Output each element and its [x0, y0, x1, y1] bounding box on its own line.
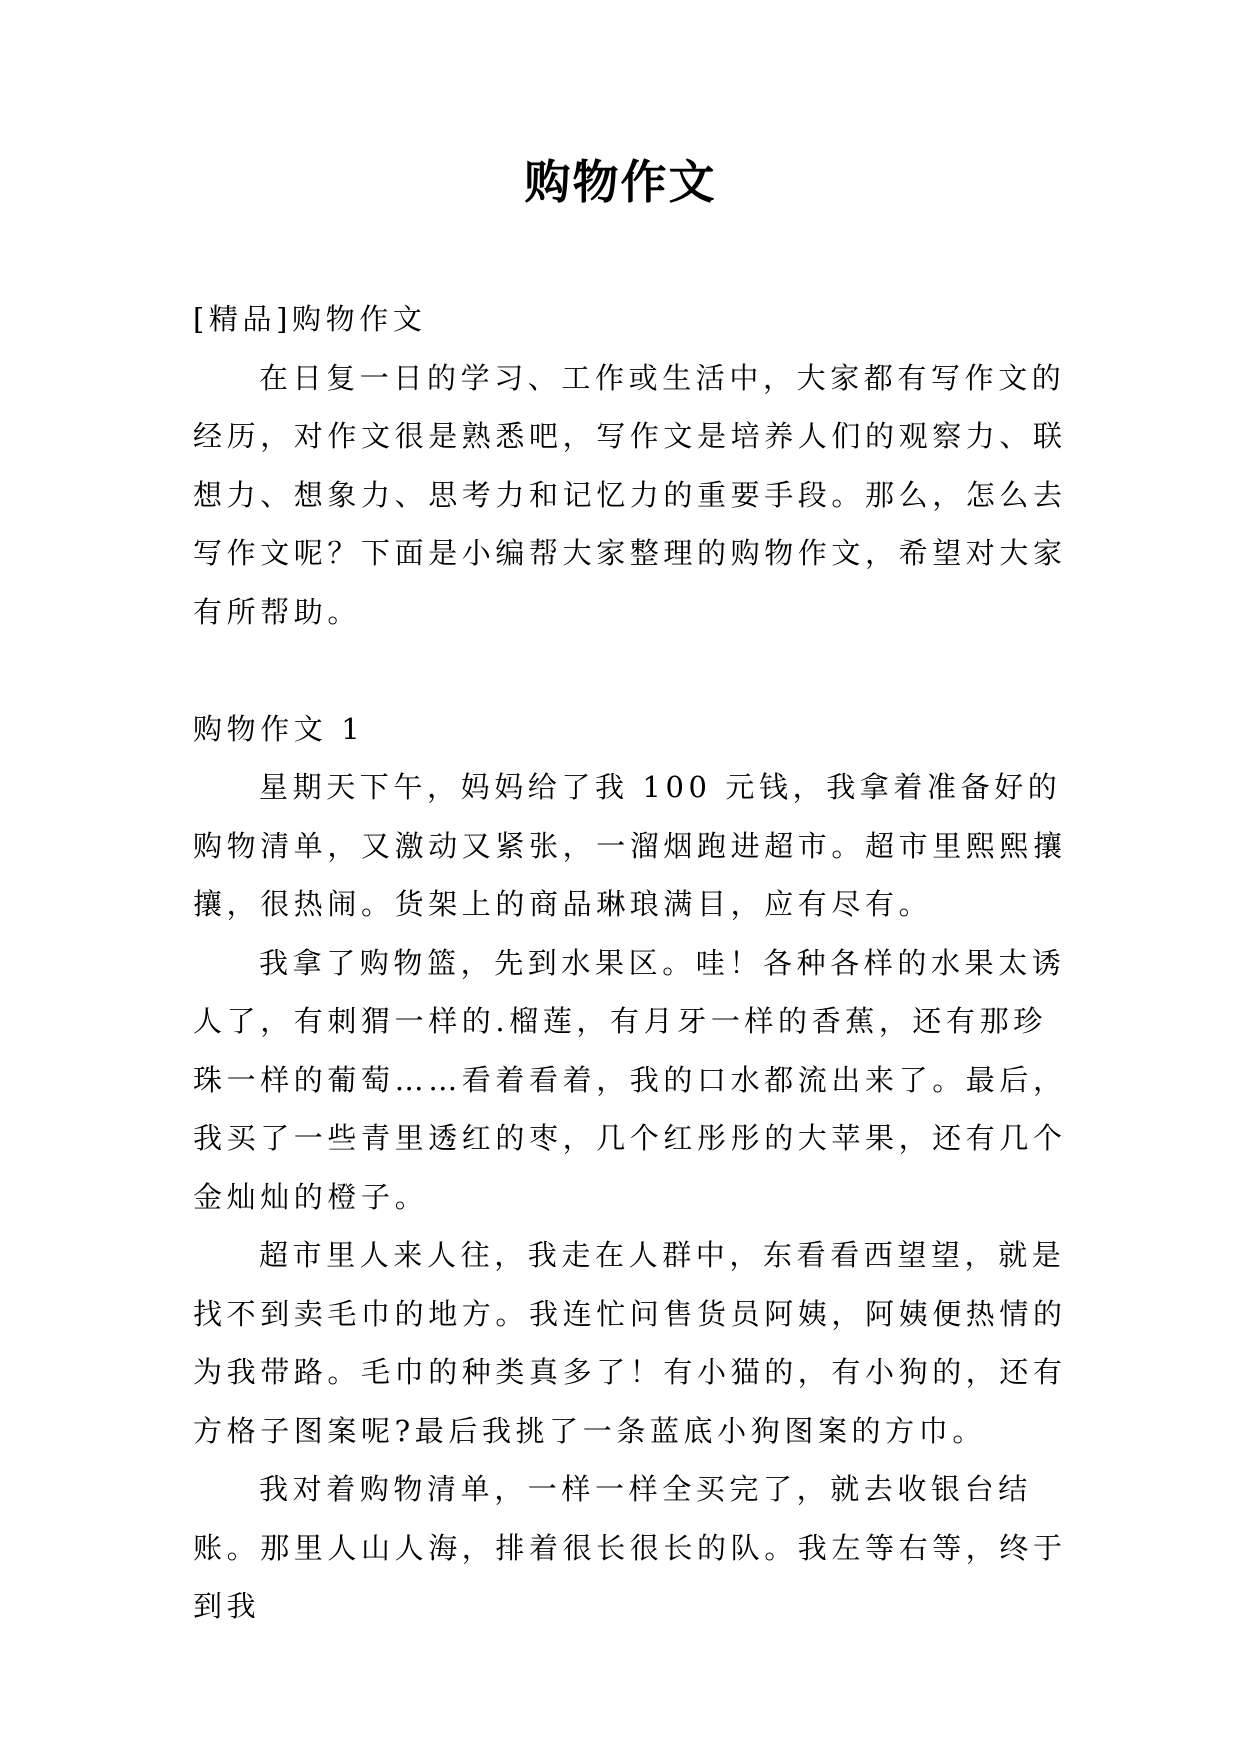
body-paragraph: 我对着购物清单，一样一样全买完了，就去收银台结账。那里人山人海，排着很长很长的队。我左等右等，终于到我: [193, 1472, 1067, 1623]
body-paragraph: 星期天下午，妈妈给了我 100 元钱，我拿着准备好的购物清单，又激动又紧张，一溜烟跑进超市。超市里熙熙攘攘，很热闹。货架上的商品琳琅满目，应有尽有。: [193, 770, 1067, 921]
section-heading: 购物作文 1: [193, 711, 365, 746]
section-spacer: [193, 641, 1073, 700]
document-body: [193, 290, 1073, 1636]
document-title: 购物作文: [524, 155, 717, 209]
body-paragraph: 我拿了购物篮，先到水果区。哇！各种各样的水果太诱人了，有刺猬一样的.榴莲，有月牙一样的香蕉，还有那珍珠一样的葡萄……看着看着，我的口水都流出来了。最后，我买了一些青里透红的枣，几个红彤彤的大苹果，还有几个金灿灿的橙子。: [193, 945, 1067, 1214]
intro-paragraph: 在日复一日的学习、工作或生活中，大家都有写作文的经历，对作文很是熟悉吧，写作文是培养人们的观察力、联想力、想象力、思考力和记忆力的重要手段。那么，怎么去写作文呢？下面是小编帮大家整理的购物作文，希望对大家有所帮助。: [193, 360, 1067, 629]
body-paragraph: 超市里人来人往，我走在人群中，东看看西望望，就是找不到卖毛巾的地方。我连忙问售货员阿姨，阿姨便热情的为我带路。毛巾的种类真多了！有小猫的，有小狗的，还有方格子图案呢?最后我挑了一条蓝底小狗图案的方巾。: [193, 1238, 1067, 1448]
document-subtitle: [精品]购物作文: [193, 302, 427, 336]
